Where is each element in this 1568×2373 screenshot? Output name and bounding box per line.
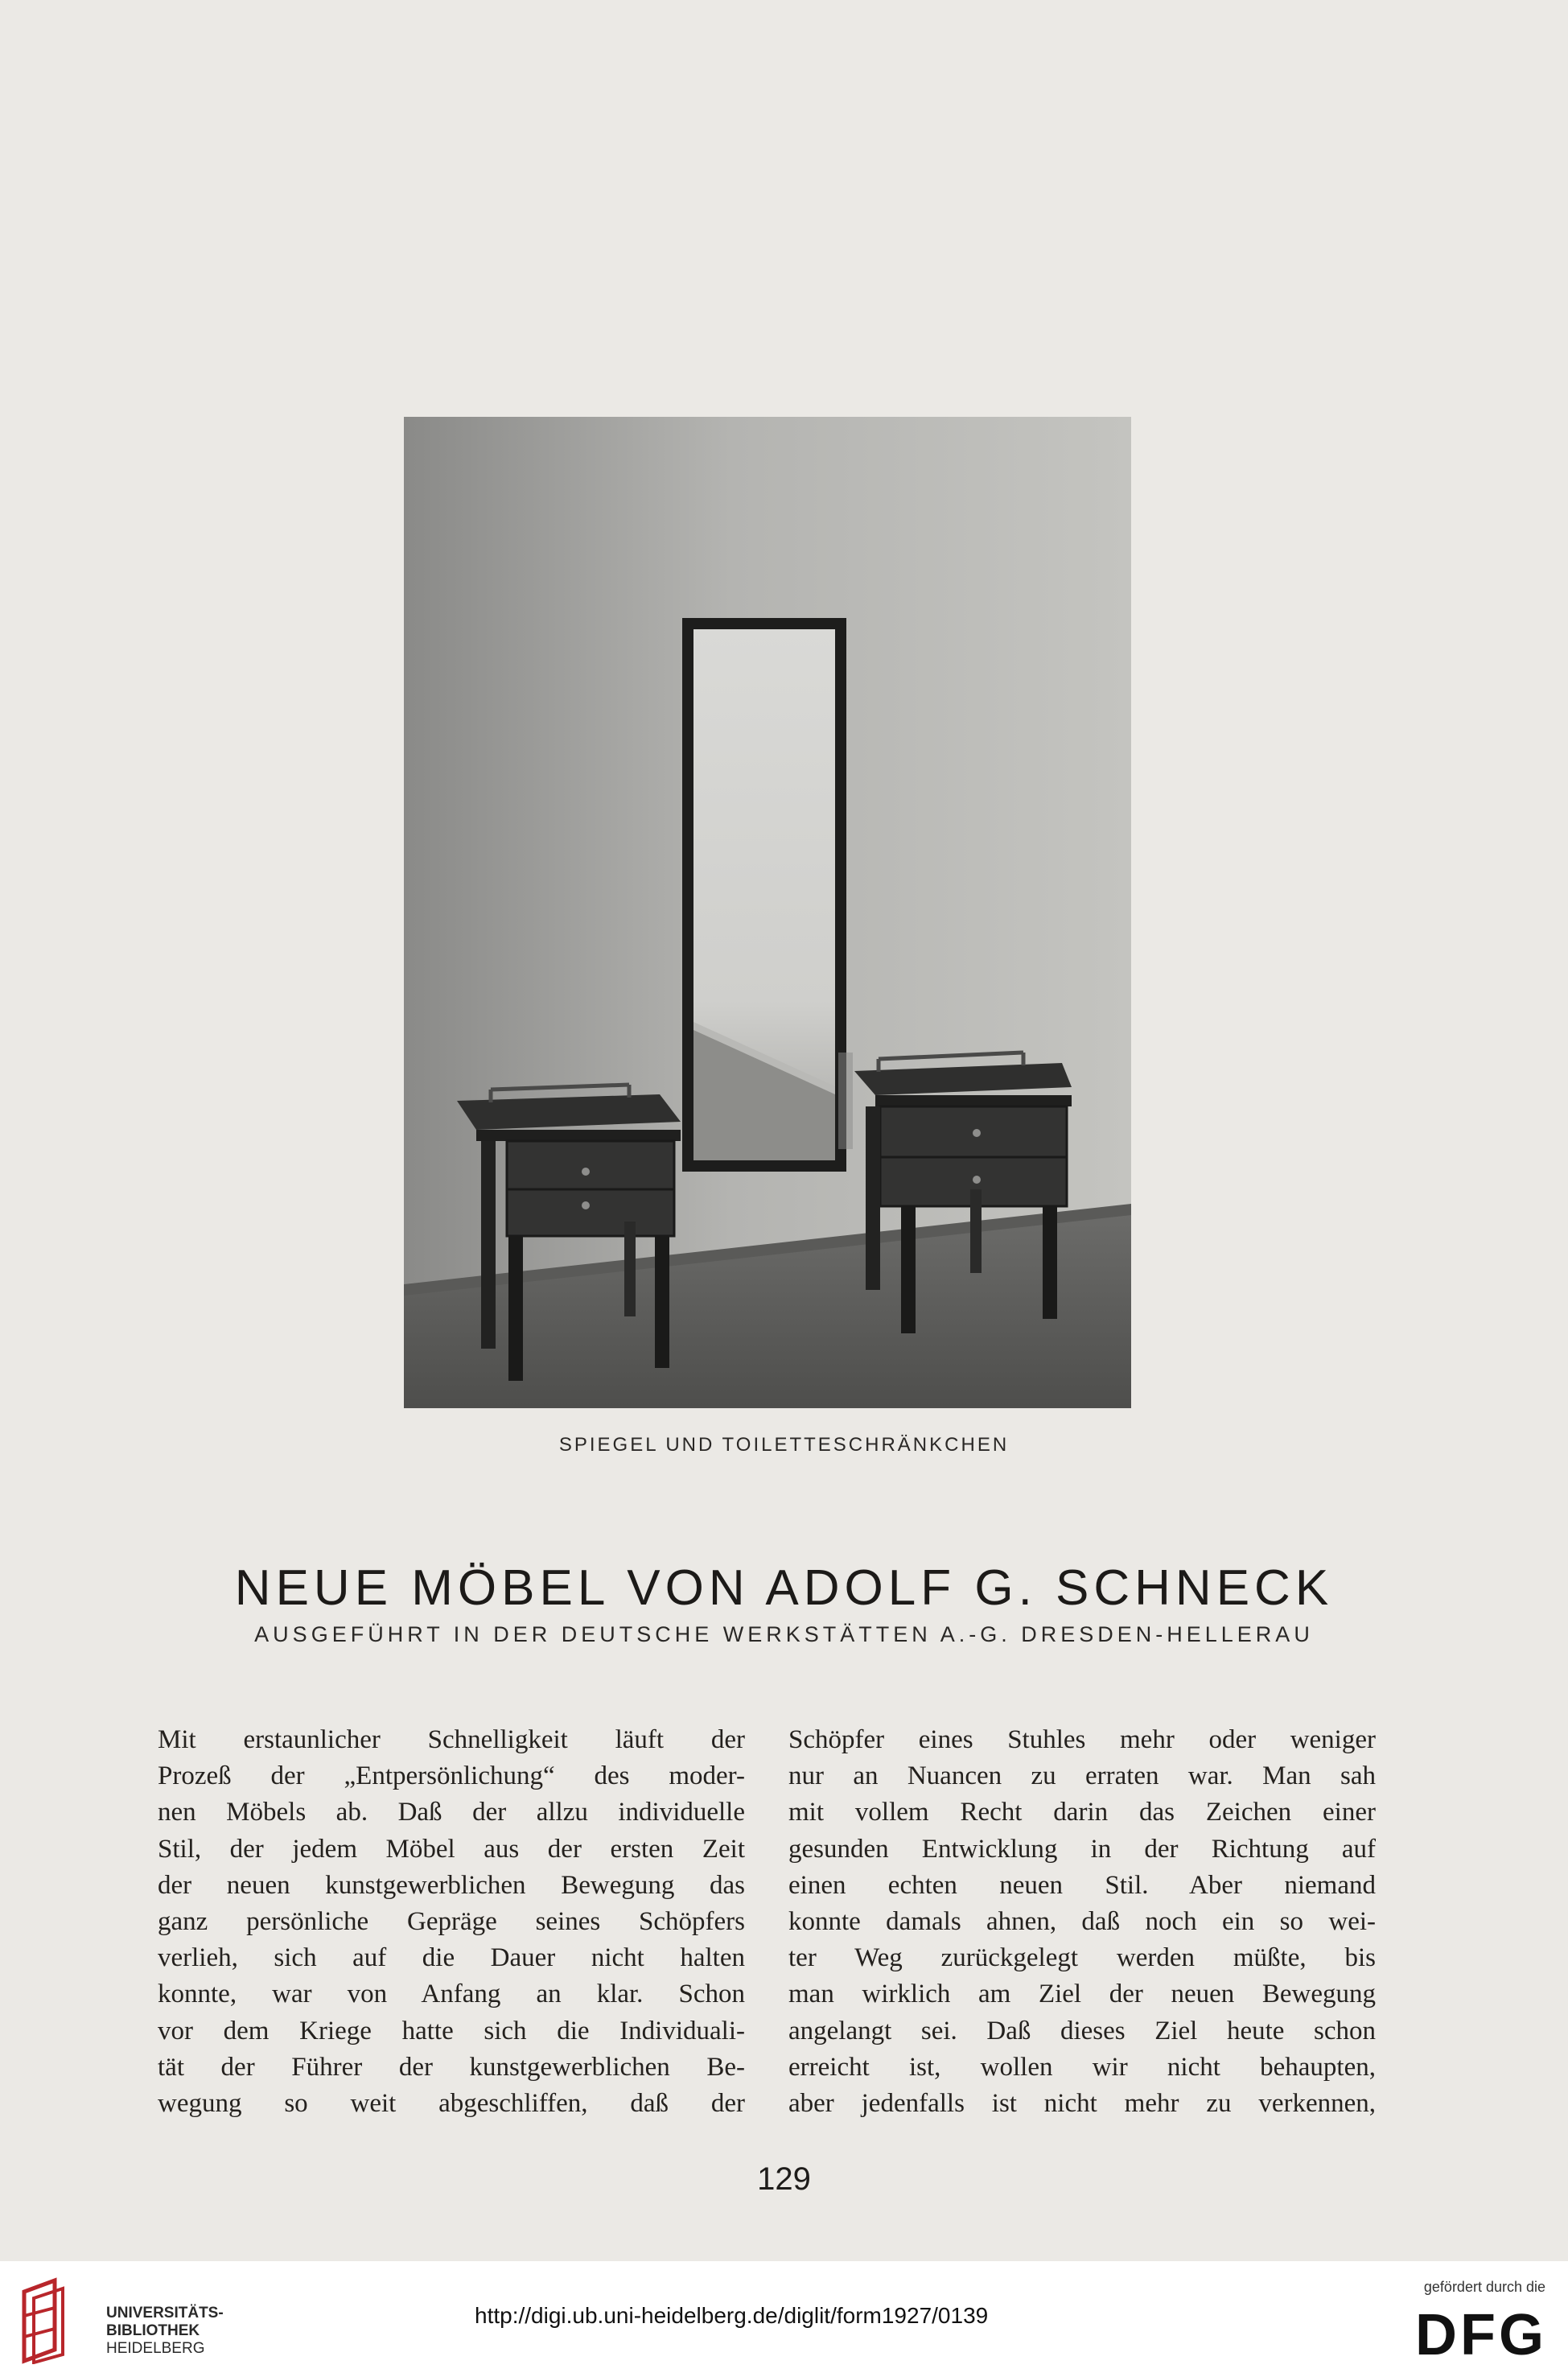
text-column-right	[788, 1722, 1376, 2122]
source-url-link[interactable]: http://digi.ub.uni-heidelberg.de/diglit/form1927/0139	[475, 2303, 989, 2328]
text-line: Schöpfer eines Stuhles mehr oder weniger	[788, 1725, 1376, 1754]
page-number: 129	[757, 2161, 811, 2197]
text-line: angelangt sei. Daß dieses Ziel heute schon	[788, 2016, 1376, 2045]
photo-caption: SPIEGEL UND TOILETTESCHRÄNKCHEN	[558, 1434, 1010, 1456]
text-line: nur an Nuancen zu erraten war. Man sah	[788, 1761, 1376, 1791]
text-line: wegung so weit abgeschliffen, daß der	[158, 2089, 745, 2119]
text-column-left	[158, 1722, 745, 2122]
furniture-photo	[404, 417, 1131, 1408]
library-name-line: BIBLIOTHEK	[106, 2322, 200, 2339]
text-line: Prozeß der „Entpersönlichung“ des moder-	[158, 1761, 745, 1791]
text-line: tät der Führer der kunstgewerblichen Be-	[158, 2052, 745, 2082]
library-name-line: UNIVERSITÄTS-	[106, 2305, 224, 2322]
library-name-line: HEIDELBERG	[106, 2340, 205, 2357]
text-line: verlieh, sich auf die Dauer nicht halten	[158, 1943, 745, 1973]
dfg-logo[interactable]: DFG	[1415, 2303, 1547, 2367]
text-line: gesunden Entwicklung in der Richtung auf	[788, 1834, 1376, 1864]
text-line: vor dem Kriege hatte sich die Individuali-	[158, 2016, 745, 2045]
text-line: erreicht ist, wollen wir nicht behaupten,	[788, 2052, 1376, 2082]
digitization-footer	[0, 2261, 1568, 2373]
text-line: aber jedenfalls ist nicht mehr zu verkennen,	[788, 2089, 1376, 2119]
article-subtitle: AUSGEFÜHRT IN DER DEUTSCHE WERKSTÄTTEN A.-G. DRESDEN-HELLERAU	[254, 1622, 1314, 1646]
text-line: man wirklich am Ziel der neuen Bewegung	[788, 1980, 1376, 2009]
text-line: mit vollem Recht darin das Zeichen einer	[788, 1798, 1376, 1827]
text-line: ter Weg zurückgelegt werden müßte, bis	[788, 1943, 1376, 1973]
text-line: der neuen kunstgewerblichen Bewegung das	[158, 1870, 745, 1900]
text-line: Stil, der jedem Möbel aus der ersten Zeit	[158, 1834, 745, 1864]
article-title: NEUE MÖBEL VON ADOLF G. SCHNECK	[234, 1560, 1334, 1616]
text-line: konnte, war von Anfang an klar. Schon	[158, 1980, 745, 2009]
text-line: einen echten neuen Stil. Aber niemand	[788, 1870, 1376, 1900]
text-line: Mit erstaunlicher Schnelligkeit läuft der	[158, 1725, 745, 1754]
library-emblem-icon	[16, 2276, 80, 2364]
library-logo[interactable]	[16, 2276, 225, 2364]
text-line: nen Möbels ab. Daß der allzu individuelle	[158, 1798, 745, 1827]
text-line: konnte damals ahnen, daß noch ein so wei-	[788, 1907, 1376, 1937]
funded-by-label: gefördert durch die	[1423, 2279, 1545, 2295]
library-name	[106, 2305, 224, 2358]
text-line: ganz persönliche Gepräge seines Schöpfers	[158, 1907, 745, 1937]
